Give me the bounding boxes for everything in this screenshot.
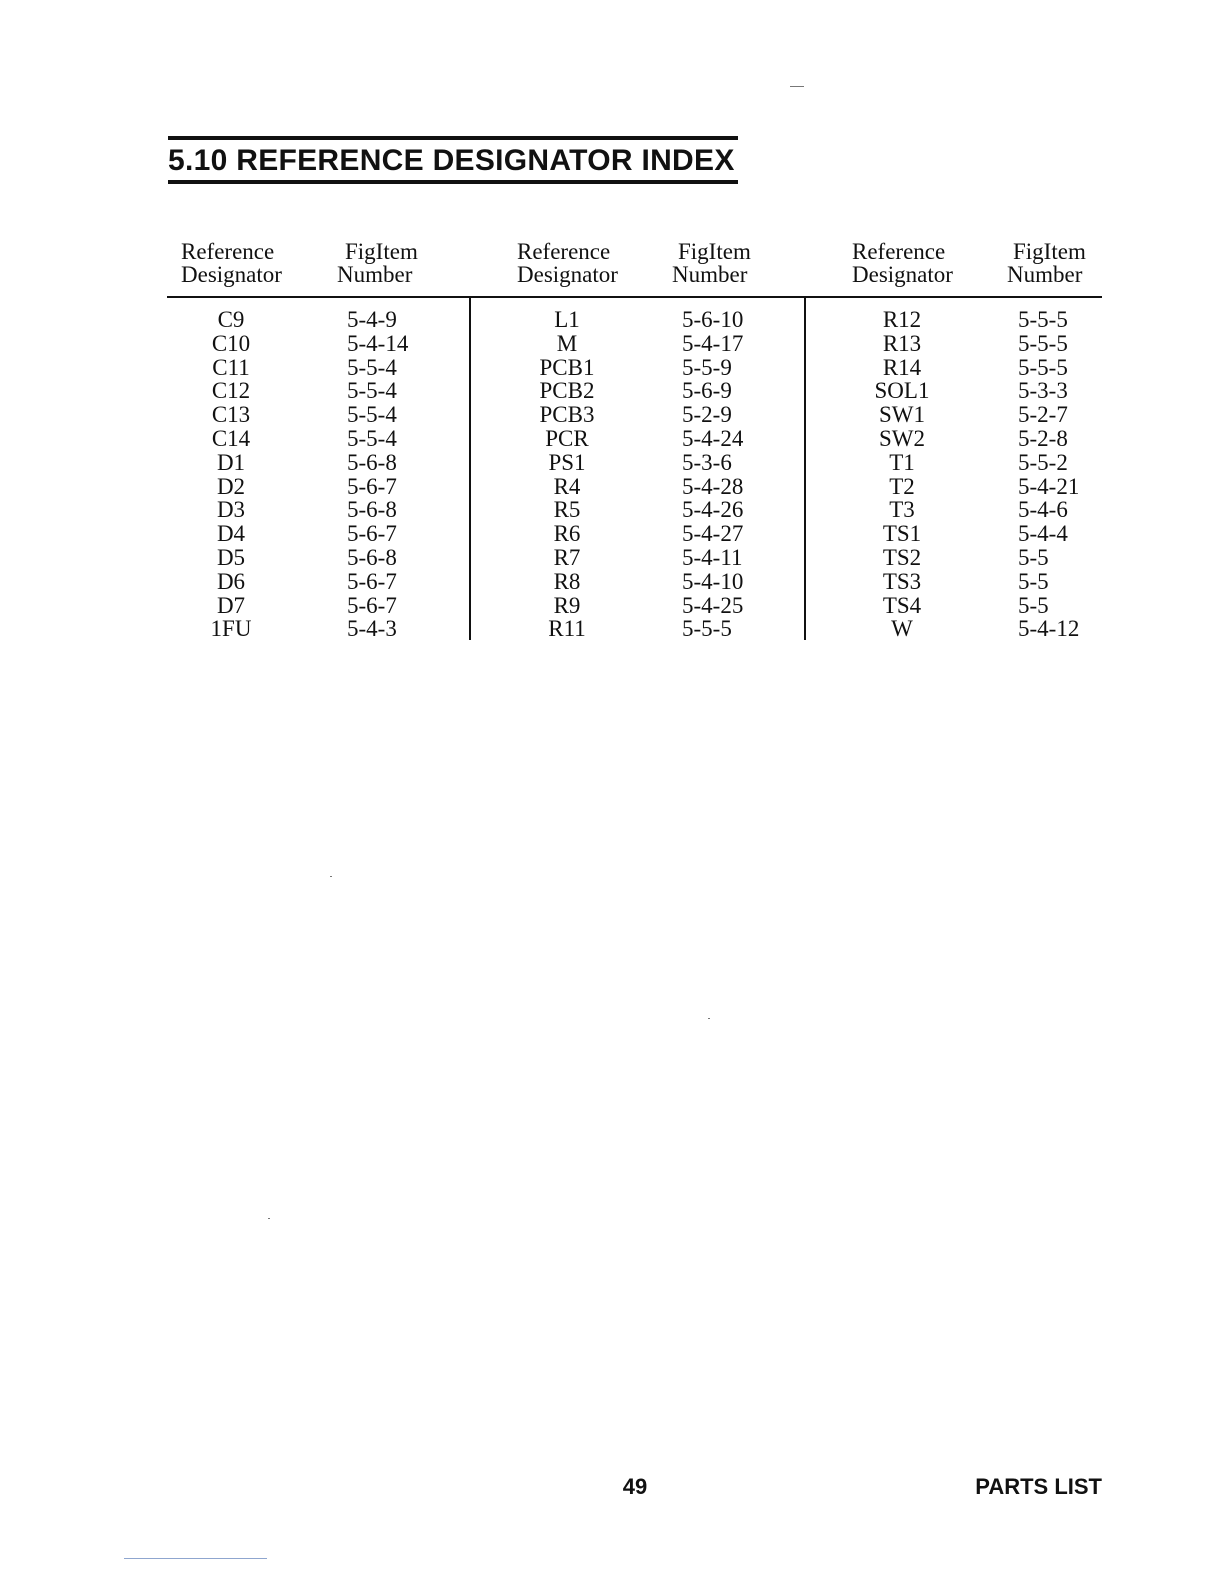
table-cell: TS3 [882, 568, 922, 594]
table-cell: T2 [889, 473, 915, 499]
table-cell: 1FU [210, 616, 252, 642]
table-cell: W [891, 616, 913, 642]
table-cell: 5-5-5 [1018, 330, 1068, 356]
section-title: 5.10 REFERENCE DESIGNATOR INDEX [168, 144, 735, 177]
table-cell: D5 [216, 544, 246, 570]
table-cell: TS2 [882, 544, 922, 570]
table-body [167, 298, 1102, 640]
header-line: Reference [181, 239, 275, 264]
table-cell: R6 [553, 521, 581, 547]
table-cell: 5-6-7 [347, 521, 397, 547]
table-cell: R11 [548, 616, 586, 642]
table-cell: D3 [216, 497, 246, 523]
scan-speck [330, 876, 332, 877]
table-cell: PCB1 [539, 354, 595, 380]
header-figitem-number-3 [1007, 240, 1086, 286]
table-cell: D6 [216, 568, 246, 594]
table-cell: C14 [211, 425, 251, 451]
header-line: Reference [517, 239, 611, 264]
table-cell: TS1 [882, 521, 922, 547]
table-cell: SOL1 [874, 378, 930, 404]
table-cell: 5-5-4 [347, 354, 397, 380]
header-line: FigItem [678, 239, 751, 264]
table-cell: R13 [882, 330, 922, 356]
figitem-column-1 [347, 308, 408, 641]
table-cell: 5-5-5 [1018, 354, 1068, 380]
header-figitem-number-2 [672, 240, 751, 286]
header-line: Number [672, 262, 748, 287]
table-cell: 5-5-5 [682, 616, 732, 642]
table-cell: 5-4-17 [682, 330, 744, 356]
table-cell: C12 [211, 378, 251, 404]
table-cell: R4 [553, 473, 581, 499]
table-cell: 5-4-9 [347, 307, 397, 332]
column-divider [804, 298, 806, 640]
table-cell: R12 [882, 307, 922, 332]
header-reference-designator-3 [852, 240, 953, 286]
table-cell: D1 [216, 449, 246, 475]
header-line: Designator [517, 262, 618, 287]
table-cell: R8 [553, 568, 581, 594]
table-cell: 5-4-11 [682, 544, 743, 570]
figitem-column-3 [1018, 308, 1079, 641]
table-cell: 5-4-12 [1018, 616, 1080, 642]
table-cell: PCB3 [539, 402, 595, 428]
table-cell: 5-6-8 [347, 544, 397, 570]
table-cell: T1 [889, 449, 915, 475]
title-bottom-rule [168, 180, 738, 184]
header-line: Number [1007, 262, 1083, 287]
header-line: FigItem [345, 239, 418, 264]
table-cell: 5-5-2 [1018, 449, 1068, 475]
header-line: Number [337, 262, 413, 287]
header-line: FigItem [1013, 239, 1086, 264]
column-divider [469, 298, 471, 640]
table-cell: 5-2-8 [1018, 425, 1068, 451]
table-cell: M [556, 330, 578, 356]
table-cell: 5-5 [1018, 544, 1049, 570]
designator-column-2 [517, 308, 617, 641]
table-cell: L1 [554, 307, 580, 332]
table-cell: 5-5-9 [682, 354, 732, 380]
table-cell: R9 [553, 592, 581, 618]
table-cell: SW1 [879, 402, 925, 428]
section-title-block [168, 136, 738, 184]
table-cell: 5-6-7 [347, 592, 397, 618]
reference-designator-table [167, 240, 1102, 640]
table-cell: 5-6-7 [347, 473, 397, 499]
table-cell: 5-2-9 [682, 402, 732, 428]
table-cell: C9 [217, 307, 245, 332]
table-cell: 5-3-6 [682, 449, 732, 475]
table-cell: T3 [889, 497, 915, 523]
table-cell: PCR [545, 425, 589, 451]
table-cell: R14 [882, 354, 922, 380]
table-cell: 5-5-4 [347, 402, 397, 428]
table-cell: 5-4-10 [682, 568, 744, 594]
table-cell: 5-2-7 [1018, 402, 1068, 428]
table-cell: 5-5-5 [1018, 307, 1068, 332]
table-cell: D7 [216, 592, 246, 618]
section-name: PARTS LIST [975, 1474, 1102, 1499]
table-cell: C13 [211, 402, 251, 428]
table-cell: 5-5-4 [347, 378, 397, 404]
scan-artifact-line [124, 1558, 267, 1559]
table-cell: 5-5 [1018, 568, 1049, 594]
table-cell: PS1 [548, 449, 586, 475]
table-cell: SW2 [879, 425, 925, 451]
designator-column-1 [187, 308, 275, 641]
table-header-row [167, 240, 1102, 298]
table-cell: 5-6-9 [682, 378, 732, 404]
page-number: 49 [622, 1474, 648, 1499]
scan-speck [790, 86, 804, 87]
table-cell: 5-5-4 [347, 425, 397, 451]
table-cell: 5-4-25 [682, 592, 744, 618]
table-cell: 5-4-14 [347, 330, 409, 356]
header-reference-designator-2 [517, 240, 618, 286]
table-cell: 5-4-26 [682, 497, 744, 523]
table-cell: 5-6-10 [682, 307, 744, 332]
table-cell: 5-4-6 [1018, 497, 1068, 523]
table-cell: C10 [211, 330, 251, 356]
scan-speck [708, 1018, 710, 1019]
table-cell: 5-4-4 [1018, 521, 1068, 547]
table-cell: R7 [553, 544, 581, 570]
table-cell: 5-5 [1018, 592, 1049, 618]
table-cell: D2 [216, 473, 246, 499]
table-cell: 5-6-8 [347, 497, 397, 523]
designator-column-3 [857, 308, 947, 641]
table-cell: 5-3-3 [1018, 378, 1068, 404]
table-cell: 5-4-21 [1018, 473, 1080, 499]
header-reference-designator-1 [181, 240, 282, 286]
table-cell: 5-4-28 [682, 473, 744, 499]
table-cell: 5-4-27 [682, 521, 744, 547]
table-cell: 5-4-24 [682, 425, 744, 451]
header-line: Reference [852, 239, 946, 264]
figitem-column-2 [682, 308, 743, 641]
table-cell: 5-6-7 [347, 568, 397, 594]
header-figitem-number-1 [337, 240, 418, 286]
table-cell: R5 [553, 497, 581, 523]
table-cell: D4 [216, 521, 246, 547]
table-cell: 5-6-8 [347, 449, 397, 475]
table-cell: C11 [212, 354, 250, 380]
table-cell: PCB2 [539, 378, 595, 404]
table-cell: TS4 [882, 592, 922, 618]
scan-speck [268, 1218, 270, 1219]
header-line: Designator [852, 262, 953, 287]
table-cell: 5-4-3 [347, 616, 397, 642]
header-line: Designator [181, 262, 282, 287]
